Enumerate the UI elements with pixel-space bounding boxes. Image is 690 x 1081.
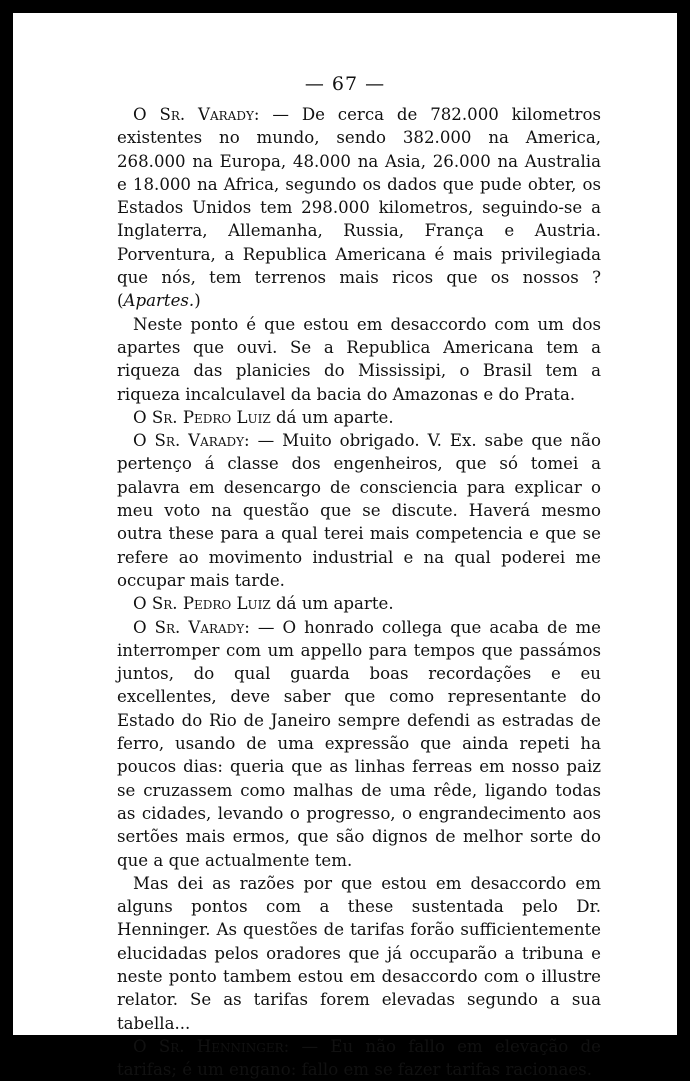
paragraph-7 [117, 872, 601, 1035]
speaker-name: O Sr. Varady: [133, 617, 250, 637]
paragraph-text: Neste ponto é que estou em desaccordo com um dos apartes que ouvi. Se a Republica Americana tem a riqueza das planicies do Mississipi, o Brasil tem a riqueza incalculavel da bacia do Amazonas e do Prata. [117, 314, 601, 404]
speaker-name: O Sr. Henninger: [133, 1036, 290, 1056]
speaker-name: O Sr. Pedro Luiz [133, 407, 271, 427]
speaker-name: O Sr. Varady: [133, 431, 250, 451]
paragraph-5 [117, 592, 601, 615]
paragraph-text: dá um aparte. [270, 407, 394, 427]
book-page [13, 13, 677, 1080]
paragraph-text: Mas dei as razões por que estou em desaccordo em alguns pontos com a these sustentada pelo Dr. Henninger. As questões de tarifas forão sufficientemente elucidadas pelos oradores que já occuparão a tribuna e neste ponto tambem estou em desaccordo com o illustre relator. Se as tarifas forem elevadas segundo a sua tabella... [117, 873, 601, 1033]
body-text [117, 103, 601, 1081]
paragraph-text: — Muito obrigado. V. Ex. sabe que não pertenço á classe dos engenheiros, que só tomei a palavra em desencargo de consciencia para explicar o meu voto na questão que se discute. Haverá mesmo outra these para a qual terei mais competencia e que se refere ao movimento industrial e na qual poderei me occupar mais tarde. [117, 431, 601, 590]
speaker-name: O Sr. Varady: [133, 105, 260, 124]
paragraph-4 [117, 429, 601, 592]
paragraph-6 [117, 616, 601, 872]
paragraph-tail: ) [194, 291, 201, 311]
paragraph-1 [117, 103, 601, 313]
speaker-name: O Sr. Pedro Luiz [133, 594, 271, 614]
paragraph-text: — O honrado collega que acaba de me interromper com um appello para tempos que passámos juntos, do qual guarda boas recordações e eu excellentes, deve saber que como representante do Estado do Rio de Janeiro sempre defendi as estradas de ferro, usando de uma expressão que ainda repeti ha poucos dias: queria que as linhas ferreas em nosso paiz se cruzassem como malhas de uma rêde, ligando todas as cidades, levando o progresso, o engrandecimento aos sertões mais ermos, que são dignos de melhor sorte do que a que actualmente tem. [117, 617, 601, 870]
paragraph-text: dá um aparte. [270, 594, 394, 614]
stage-direction: Apartes. [123, 291, 195, 311]
paragraph-8 [117, 1035, 601, 1081]
paragraph-text: — Eu não fallo em elevação de tarifas; é um engano: fallo em se fazer tarifas racionaes. [117, 1036, 601, 1080]
paragraph-2 [117, 313, 601, 406]
paragraph-text: — De cerca de 782.000 kilometros existentes no mundo, sendo 382.000 na America, 268.000 na Europa, 48.000 na Asia, 26.000 na Australia e 18.000 na Africa, segundo os dados que pude obter, os Estados Unidos tem 298.000 kilometros, seguindo-se a Inglaterra, Allemanha, Russia, França e Austria. Porventura, a Republica Americana é mais privilegiada que nós, tem terrenos mais ricos que os nossos ? ( [117, 105, 601, 311]
page-number: — 67 — [304, 73, 386, 95]
paragraph-3 [117, 406, 601, 429]
